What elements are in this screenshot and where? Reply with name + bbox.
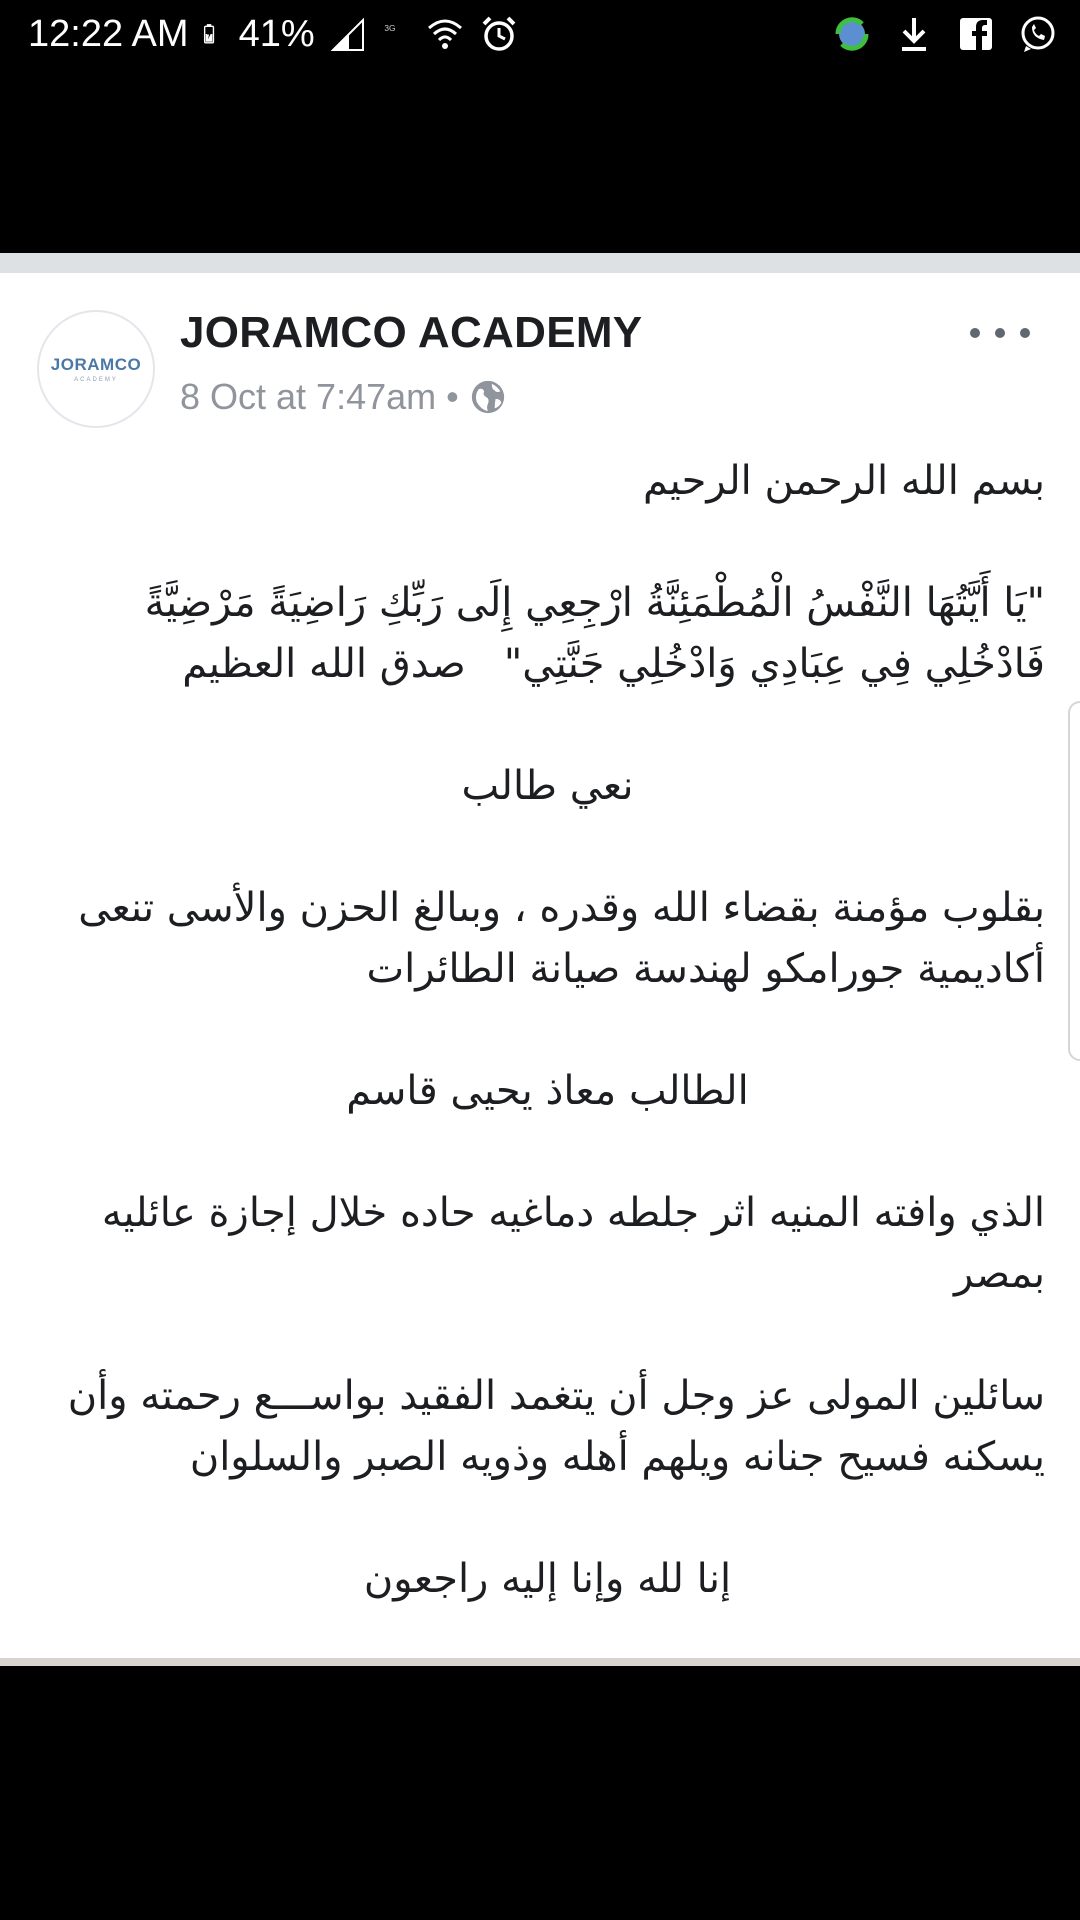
avatar-logo-text: JORAMCO xyxy=(50,355,142,374)
more-options-button[interactable] xyxy=(970,313,1030,353)
status-bar xyxy=(0,0,1080,68)
post-meta xyxy=(180,376,507,418)
download-icon xyxy=(894,14,934,54)
post-paragraph: إنا لله وإنا إليه راجعون xyxy=(363,1556,732,1602)
post-paragraph: الطالب معاذ يحيى قاسم xyxy=(346,1068,749,1114)
whatsapp-icon xyxy=(1018,14,1058,54)
facebook-icon xyxy=(956,14,996,54)
more-dot-icon xyxy=(970,328,980,338)
post-paragraph: بقلوب مؤمنة بقضاء الله وقدره ، وبىالغ الحزن والأسى تنعى أكاديمية جورامكو لهندسة صيانة الطائرات xyxy=(65,885,1045,992)
edge-panel-handle[interactable] xyxy=(1068,701,1080,1061)
status-right xyxy=(832,10,1058,58)
svg-text:3G: 3G xyxy=(384,23,396,34)
wifi-icon xyxy=(425,14,465,54)
avatar[interactable] xyxy=(37,310,155,428)
avatar-logo-sub: ACADEMY xyxy=(74,377,118,383)
globe-icon[interactable] xyxy=(469,378,507,416)
data-icon xyxy=(383,14,411,54)
post-card xyxy=(0,273,1080,1658)
sync-icon xyxy=(832,14,872,54)
alarm-icon xyxy=(479,14,519,54)
post-body xyxy=(50,451,1045,1671)
page-name-link[interactable]: JORAMCO ACADEMY xyxy=(180,308,643,357)
post-paragraph: "يَا أَيَّتُهَا النَّفْسُ الْمُطْمَئِنَّةُ ارْجِعِي إِلَى رَبِّكِ رَاضِيَةً مَرْضِيَّةً فَادْخُلِي فِي عِبَادِي وَادْخُلِي جَنَّتِي" صدق الله العظيم xyxy=(131,580,1045,687)
post-paragraph: بسم الله الرحمن الرحيم xyxy=(642,458,1045,504)
battery-icon xyxy=(203,14,225,54)
feed-divider xyxy=(0,253,1080,273)
meta-separator: • xyxy=(446,376,459,417)
battery-percent: 41% xyxy=(238,12,315,55)
status-left xyxy=(28,10,519,58)
post-paragraph: نعي طالب xyxy=(461,763,634,809)
card-bottom-border xyxy=(0,1658,1080,1666)
more-dot-icon xyxy=(995,328,1005,338)
more-dot-icon xyxy=(1020,328,1030,338)
clock: 12:22 AM xyxy=(28,12,189,55)
post-paragraph: الذي وافته المنيه اثر جلطه دماغيه حاده خلال إجازة عائليه بمصر xyxy=(89,1190,1045,1297)
post-timestamp[interactable]: 8 Oct at 7:47am xyxy=(180,376,437,417)
signal-icon xyxy=(329,14,369,54)
post-paragraph: سائلين المولى عز وجل أن يتغمد الفقيد بواســـع رحمته وأن يسكنه فسيح جنانه ويلهم أهله وذويه الصبر والسلوان xyxy=(55,1373,1045,1480)
